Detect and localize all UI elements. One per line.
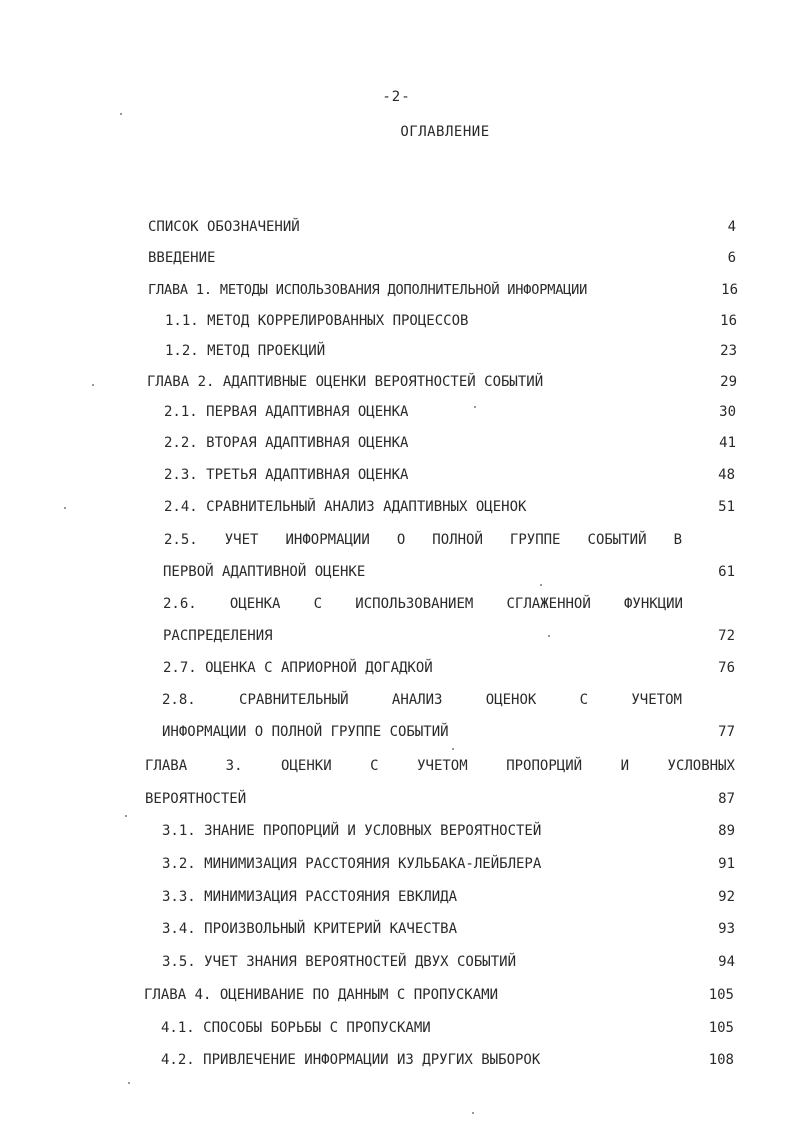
toc-entry [165, 339, 737, 363]
toc-word: УЧЕТ [224, 532, 259, 548]
toc-entry-page: 6 [727, 250, 736, 266]
toc-entry [148, 215, 736, 239]
toc-entry [162, 950, 735, 974]
toc-entry [148, 278, 738, 302]
toc-entry-page: 76 [718, 660, 735, 676]
toc-entry [162, 852, 735, 876]
toc-entry [165, 309, 737, 333]
scan-speck [128, 1082, 130, 1084]
toc-entry-text: СПИСОК ОБОЗНАЧЕНИЙ [148, 219, 300, 235]
scan-speck [474, 406, 476, 408]
toc-word: ГЛАВА [145, 758, 188, 774]
toc-entry-text: 2.2. ВТОРАЯ АДАПТИВНАЯ ОЦЕНКА [164, 435, 409, 451]
toc-entry [161, 1016, 734, 1040]
toc-word: ИНФОРМАЦИИ [285, 532, 370, 548]
toc-entry [163, 560, 735, 584]
toc-entry-page: 105 [708, 1020, 734, 1036]
toc-entry [163, 624, 735, 648]
scan-speck [472, 1112, 474, 1114]
toc-entry [162, 819, 735, 843]
scan-speck [92, 384, 94, 386]
toc-entry-text: ГЛАВА 1. МЕТОДЫ ИСПОЛЬЗОВАНИЯ ДОПОЛНИТЕЛЬНОЙ ИНФОРМАЦИИ [148, 282, 588, 298]
toc-entry-text: 3.1. ЗНАНИЕ ПРОПОРЦИЙ И УСЛОВНЫХ ВЕРОЯТНОСТЕЙ [162, 823, 542, 839]
toc-word: 2.5. [164, 532, 198, 548]
scan-speck [548, 635, 550, 637]
toc-word: ОЦЕНКИ [281, 758, 332, 774]
toc-word: С [579, 692, 589, 708]
scan-speck [120, 113, 122, 115]
toc-entry-page: 105 [708, 987, 734, 1003]
toc-word: СРАВНИТЕЛЬНЫЙ [239, 692, 349, 708]
toc-word: 2.6. [163, 596, 197, 612]
toc-word: ФУНКЦИИ [623, 596, 683, 612]
toc-entry [164, 495, 735, 519]
toc-entry-text: РАСПРЕДЕЛЕНИЯ [163, 628, 273, 644]
toc-word: С [313, 596, 323, 612]
toc-entry-page: 77 [718, 724, 735, 740]
toc-word: 3. [225, 758, 243, 774]
toc-entry-page: 29 [720, 374, 737, 390]
toc-word: УСЛОВНЫХ [667, 758, 735, 774]
toc-entry-page: 87 [718, 791, 735, 807]
page-number: -2- [382, 89, 411, 105]
toc-word: И [620, 758, 629, 774]
toc-word: СОБЫТИЙ [587, 532, 647, 548]
toc-entry [148, 246, 736, 270]
toc-word: СГЛАЖЕННОЙ [506, 596, 591, 612]
toc-entry-page: 51 [718, 499, 735, 515]
toc-entry [164, 528, 682, 552]
toc-word: УЧЕТОМ [417, 758, 468, 774]
toc-entry-page: 16 [720, 313, 737, 329]
toc-word: ОЦЕНОК [485, 692, 537, 708]
toc-word: ПОЛНОЙ [432, 532, 483, 548]
toc-entry-text: 4.2. ПРИВЛЕЧЕНИЕ ИНФОРМАЦИИ ИЗ ДРУГИХ ВЫБОРОК [161, 1052, 541, 1068]
scan-speck [125, 815, 127, 817]
toc-word: АНАЛИЗ [391, 692, 443, 708]
toc-entry-page: 23 [720, 343, 737, 359]
toc-entry-text: 4.1. СПОСОБЫ БОРЬБЫ С ПРОПУСКАМИ [161, 1020, 431, 1036]
toc-entry-page: 108 [708, 1052, 734, 1068]
toc-word: 2.8. [162, 692, 196, 708]
toc-word: ГРУППЕ [509, 532, 561, 548]
toc-entry-text: 2.7. ОЦЕНКА С АПРИОРНОЙ ДОГАДКОЙ [163, 660, 433, 676]
toc-entry [163, 656, 735, 680]
toc-entry-page: 89 [718, 823, 735, 839]
toc-entry-text: 3.4. ПРОИЗВОЛЬНЫЙ КРИТЕРИЙ КАЧЕСТВА [162, 921, 458, 937]
toc-entry-page: 16 [721, 282, 738, 298]
toc-word: УЧЕТОМ [631, 692, 682, 708]
toc-entry [163, 592, 683, 616]
page-title: ОГЛАВЛЕНИЕ [400, 124, 490, 140]
toc-word: В [673, 532, 682, 548]
toc-entry-page: 4 [727, 219, 736, 235]
toc-entry-text: 1.2. МЕТОД ПРОЕКЦИЙ [165, 343, 326, 359]
toc-entry [164, 431, 736, 455]
toc-entry-text: ГЛАВА 2. АДАПТИВНЫЕ ОЦЕНКИ ВЕРОЯТНОСТЕЙ СОБЫТИЙ [147, 374, 544, 390]
toc-entry-text: ГЛАВА 4. ОЦЕНИВАНИЕ ПО ДАННЫМ С ПРОПУСКАМИ [144, 987, 499, 1003]
toc-entry [161, 1048, 734, 1072]
toc-entry-text: ВВЕДЕНИЕ [148, 250, 216, 266]
toc-entry-page: 94 [718, 954, 735, 970]
toc-entry-page: 61 [718, 564, 735, 580]
toc-entry-text: 3.3. МИНИМИЗАЦИЯ РАССТОЯНИЯ ЕВКЛИДА [162, 889, 458, 905]
toc-entry-text: 2.1. ПЕРВАЯ АДАПТИВНАЯ ОЦЕНКА [164, 404, 409, 420]
toc-entry-text: ПЕРВОЙ АДАПТИВНОЙ ОЦЕНКЕ [163, 564, 366, 580]
scan-speck [540, 584, 542, 586]
toc-word: О [396, 532, 406, 548]
toc-entry-page: 72 [718, 628, 735, 644]
toc-word: ИСПОЛЬЗОВАНИЕМ [355, 596, 474, 612]
toc-word: ОЦЕНКА [229, 596, 281, 612]
toc-entry [145, 787, 735, 811]
toc-entry-text: 3.5. УЧЕТ ЗНАНИЯ ВЕРОЯТНОСТЕЙ ДВУХ СОБЫТИЙ [162, 954, 517, 970]
toc-entry-text: 1.1. МЕТОД КОРРЕЛИРОВАННЫХ ПРОЦЕССОВ [165, 313, 469, 329]
toc-entry-page: 41 [719, 435, 736, 451]
toc-entry [162, 885, 735, 909]
toc-entry [145, 754, 735, 778]
scan-speck [64, 507, 66, 509]
toc-entry-text: 3.2. МИНИМИЗАЦИЯ РАССТОЯНИЯ КУЛЬБАКА-ЛЕЙБЛЕРА [162, 856, 542, 872]
toc-entry-text: 2.4. СРАВНИТЕЛЬНЫЙ АНАЛИЗ АДАПТИВНЫХ ОЦЕНОК [164, 499, 527, 515]
toc-entry-page: 92 [718, 889, 735, 905]
toc-entry-text: ИНФОРМАЦИИ О ПОЛНОЙ ГРУППЕ СОБЫТИЙ [162, 724, 449, 740]
toc-entry [164, 400, 736, 424]
scan-speck [452, 748, 454, 750]
toc-entry [147, 370, 737, 394]
toc-entry-page: 48 [718, 467, 735, 483]
toc-entry-page: 93 [718, 921, 735, 937]
toc-entry-page: 91 [718, 856, 735, 872]
toc-entry [144, 983, 734, 1007]
toc-word: ПРОПОРЦИЙ [506, 758, 583, 774]
toc-entry [162, 917, 735, 941]
toc-entry [162, 688, 682, 712]
toc-word: С [370, 758, 379, 774]
toc-entry-text: 2.3. ТРЕТЬЯ АДАПТИВНАЯ ОЦЕНКА [164, 467, 409, 483]
toc-entry [164, 463, 735, 487]
toc-entry-page: 30 [719, 404, 736, 420]
toc-entry-text: ВЕРОЯТНОСТЕЙ [145, 791, 247, 807]
toc-entry [162, 720, 735, 744]
